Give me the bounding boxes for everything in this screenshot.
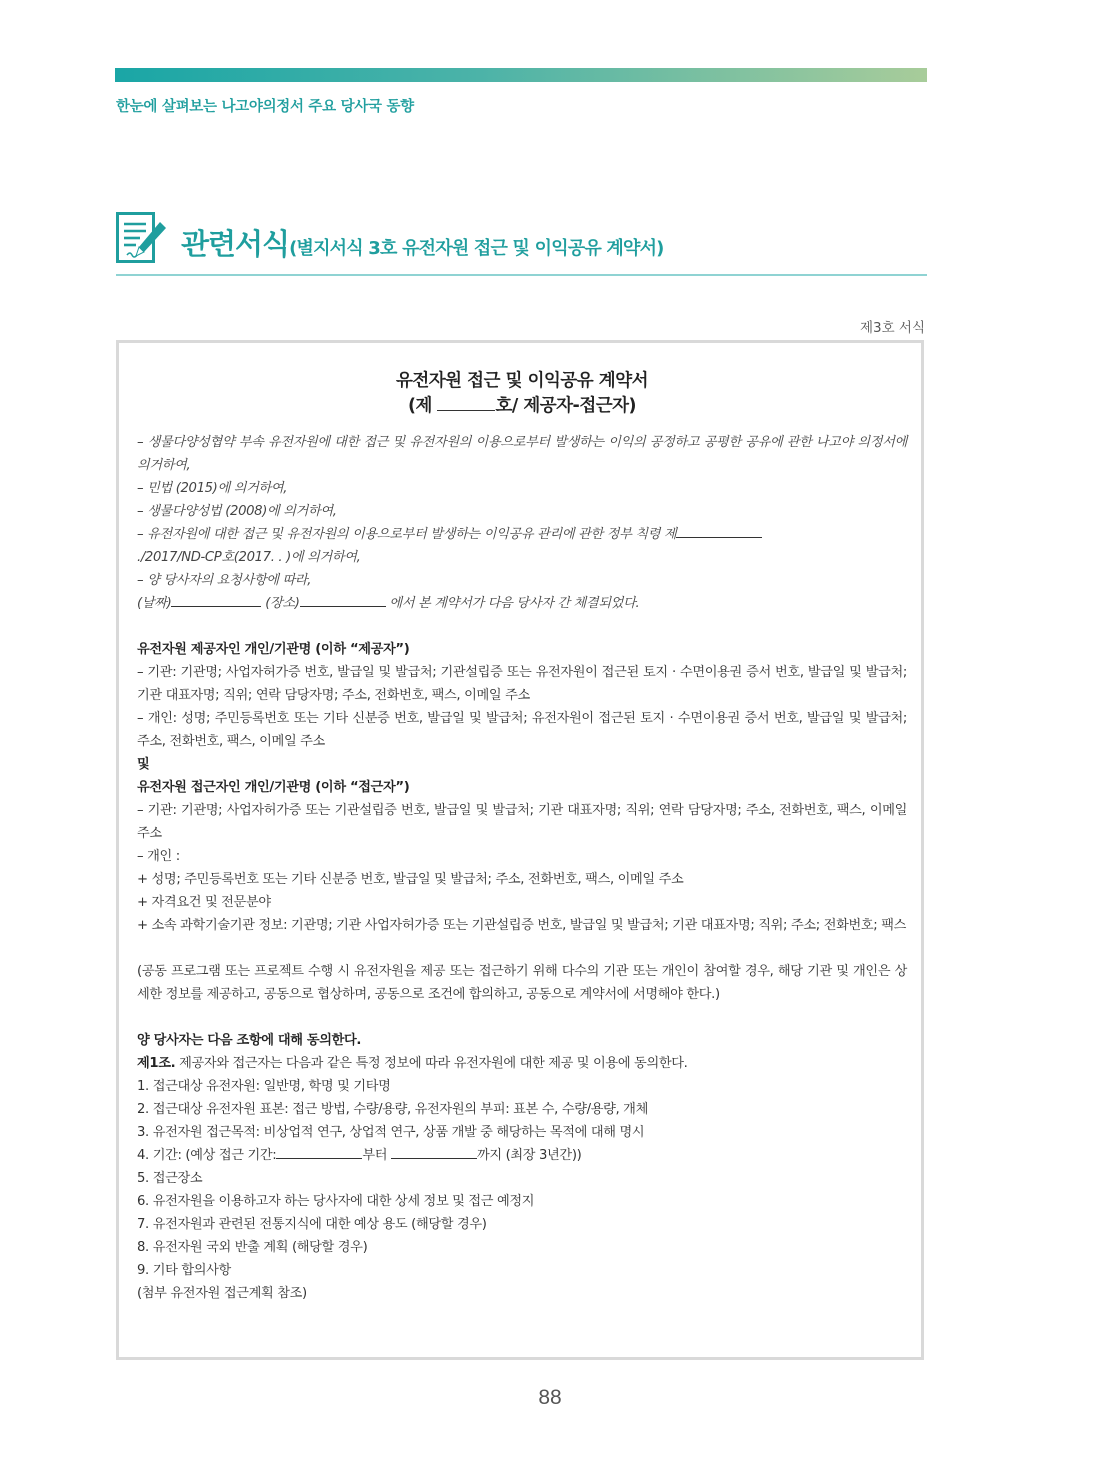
list-item-6: 6. 유전자원을 이용하고자 하는 당사자에 대한 상세 정보 및 접근 예정지 [137,1194,535,1209]
accessor-institution: – 기관: 기관명; 사업자허가증 또는 기관설립증 번호, 발급일 및 발급처; 기관 대표자명; 직위; 연락 담당자명; 주소, 전화번호, 팩스, 이메일 주소 [137,803,907,841]
form-pen-icon [116,212,168,264]
contract-form-box [116,340,924,1360]
decree-text: – 유전자원에 대한 접근 및 유전자원의 이용으로부터 발생하는 이익공유 관리에 관한 정부 칙령 제 [137,527,677,542]
provider-institution: – 기관: 기관명; 사업자허가증 번호, 발급일 및 발급처; 기관설립증 또는 유전자원이 접근된 토지 · 수면이용권 증서 번호, 발급일 및 발급처; 기관 대표자명; 직위; 연락 담당자명; 주소, 전화번호, 팩스, 이메일 주소 [137,665,907,703]
period-from: 부터 [362,1148,391,1163]
period-end-blank [391,1144,477,1159]
article-1 [137,1052,907,1075]
page-number: 88 [538,1386,562,1409]
title-suffix: 호/ 제공자-접근자) [495,396,637,416]
contract-number-blank [437,396,495,411]
conclusion-text: 에서 본 계약서가 다음 당사자 간 체결되었다. [385,596,640,611]
period-label: 4. 기간: (예상 접근 기간: [137,1148,277,1163]
list-item-4 [137,1144,907,1167]
place-blank [300,592,386,607]
header-color-bar [115,68,927,82]
joint-participation-note: (공동 프로그램 또는 프로젝트 수행 시 유전자원을 제공 또는 접근하기 위해 다수의 기관 또는 개인이 참여할 경우, 해당 기관 및 개인은 상세한 정보를 제공하고, 공동으로 협상하며, 공동으로 조건에 합의하고, 공동으로 계약서에 서명해야 한다.) [137,964,907,1002]
section-heading [116,212,927,276]
section-title [181,222,664,263]
decree-number-blank [676,523,762,538]
accessor-item-3: + 소속 과학기술기관 정보: 기관명; 기관 사업자허가증 또는 기관설립증 번호, 발급일 및 발급처; 기관 대표자명; 직위; 주소; 전화번호; 팩스 [137,918,906,933]
running-head: 한눈에 살펴보는 나고야의정서 주요 당사국 동향 [116,99,414,115]
agreement-heading: 양 당사자는 다음 조항에 대해 동의한다. [137,1033,362,1048]
document-title [137,369,907,419]
article-1-text: 제공자와 접근자는 다음과 같은 특정 정보에 따라 유전자원에 대한 제공 및 이용에 동의한다. [175,1056,688,1071]
list-item-8: 8. 유전자원 국외 반출 계획 (해당할 경우) [137,1240,368,1255]
title-prefix: (제 [407,396,438,416]
and-label: 및 [137,757,150,772]
place-label: (장소) [265,596,300,611]
attachment-note: (첨부 유전자원 접근계획 참조) [137,1286,307,1301]
preamble-line-2: – 민법 (2015)에 의거하여, [137,481,288,496]
list-item-7: 7. 유전자원과 관련된 전통지식에 대한 예상 용도 (해당할 경우) [137,1217,487,1232]
list-item-1: 1. 접근대상 유전자원: 일반명, 학명 및 기타명 [137,1079,391,1094]
preamble-line-4 [137,523,907,569]
preamble-line-3: – 생물다양성법 (2008)에 의거하여, [137,504,337,519]
article-1-label: 제1조. [137,1056,176,1071]
list-item-5: 5. 접근장소 [137,1171,203,1186]
date-label: (날짜) [137,596,172,611]
preamble-line-5: – 양 당사자의 요청사항에 따라, [137,573,312,588]
list-item-2: 2. 접근대상 유전자원 표본: 접근 방법, 수량/용량, 유전자원의 부피: 표본 수, 수량/용량, 개체 [137,1102,648,1117]
period-until: 까지 (최장 3년간)) [476,1148,582,1163]
period-start-blank [276,1144,362,1159]
accessor-heading: 유전자원 접근자인 개인/기관명 (이하 “접근자”) [137,780,410,795]
provider-heading: 유전자원 제공자인 개인/기관명 (이하 “제공자”) [137,642,410,657]
section-subtitle: (별지서식 3호 유전자원 접근 및 이익공유 계약서) [289,238,664,259]
form-number: 제3호 서식 [859,320,925,336]
accessor-item-1: + 성명; 주민등록번호 또는 기타 신분증 번호, 발급일 및 발급처; 주소, 전화번호, 팩스, 이메일 주소 [137,872,684,887]
section-title-main: 관련서식 [181,227,290,261]
provider-individual: – 개인: 성명; 주민등록번호 또는 기타 신분증 번호, 발급일 및 발급처; 유전자원이 접근된 토지 · 수면이용권 증서 번호, 발급일 및 발급처; 주소, 전화번호, 팩스, 이메일 주소 [137,711,907,749]
list-item-9: 9. 기타 합의사항 [137,1263,231,1278]
list-item-3: 3. 유전자원 접근목적: 비상업적 연구, 상업적 연구, 상품 개발 중 해당하는 목적에 대해 명시 [137,1125,645,1140]
preamble-line-1: – 생물다양성협약 부속 유전자원에 대한 접근 및 유전자원의 이용으로부터 발생하는 이익의 공정하고 공평한 공유에 관한 나고야 의정서에 의거하여, [137,435,907,473]
preamble-line-6 [137,592,907,615]
document-title-line1: 유전자원 접근 및 이익공유 계약서 [395,371,649,391]
accessor-individual: – 개인 : [137,849,180,864]
date-blank [171,592,261,607]
accessor-item-2: + 자격요건 및 전문분야 [137,895,271,910]
decree-suffix: ./2017/ND-CP호(2017. . )에 의거하여, [137,550,361,565]
document-title-line2 [137,394,907,419]
